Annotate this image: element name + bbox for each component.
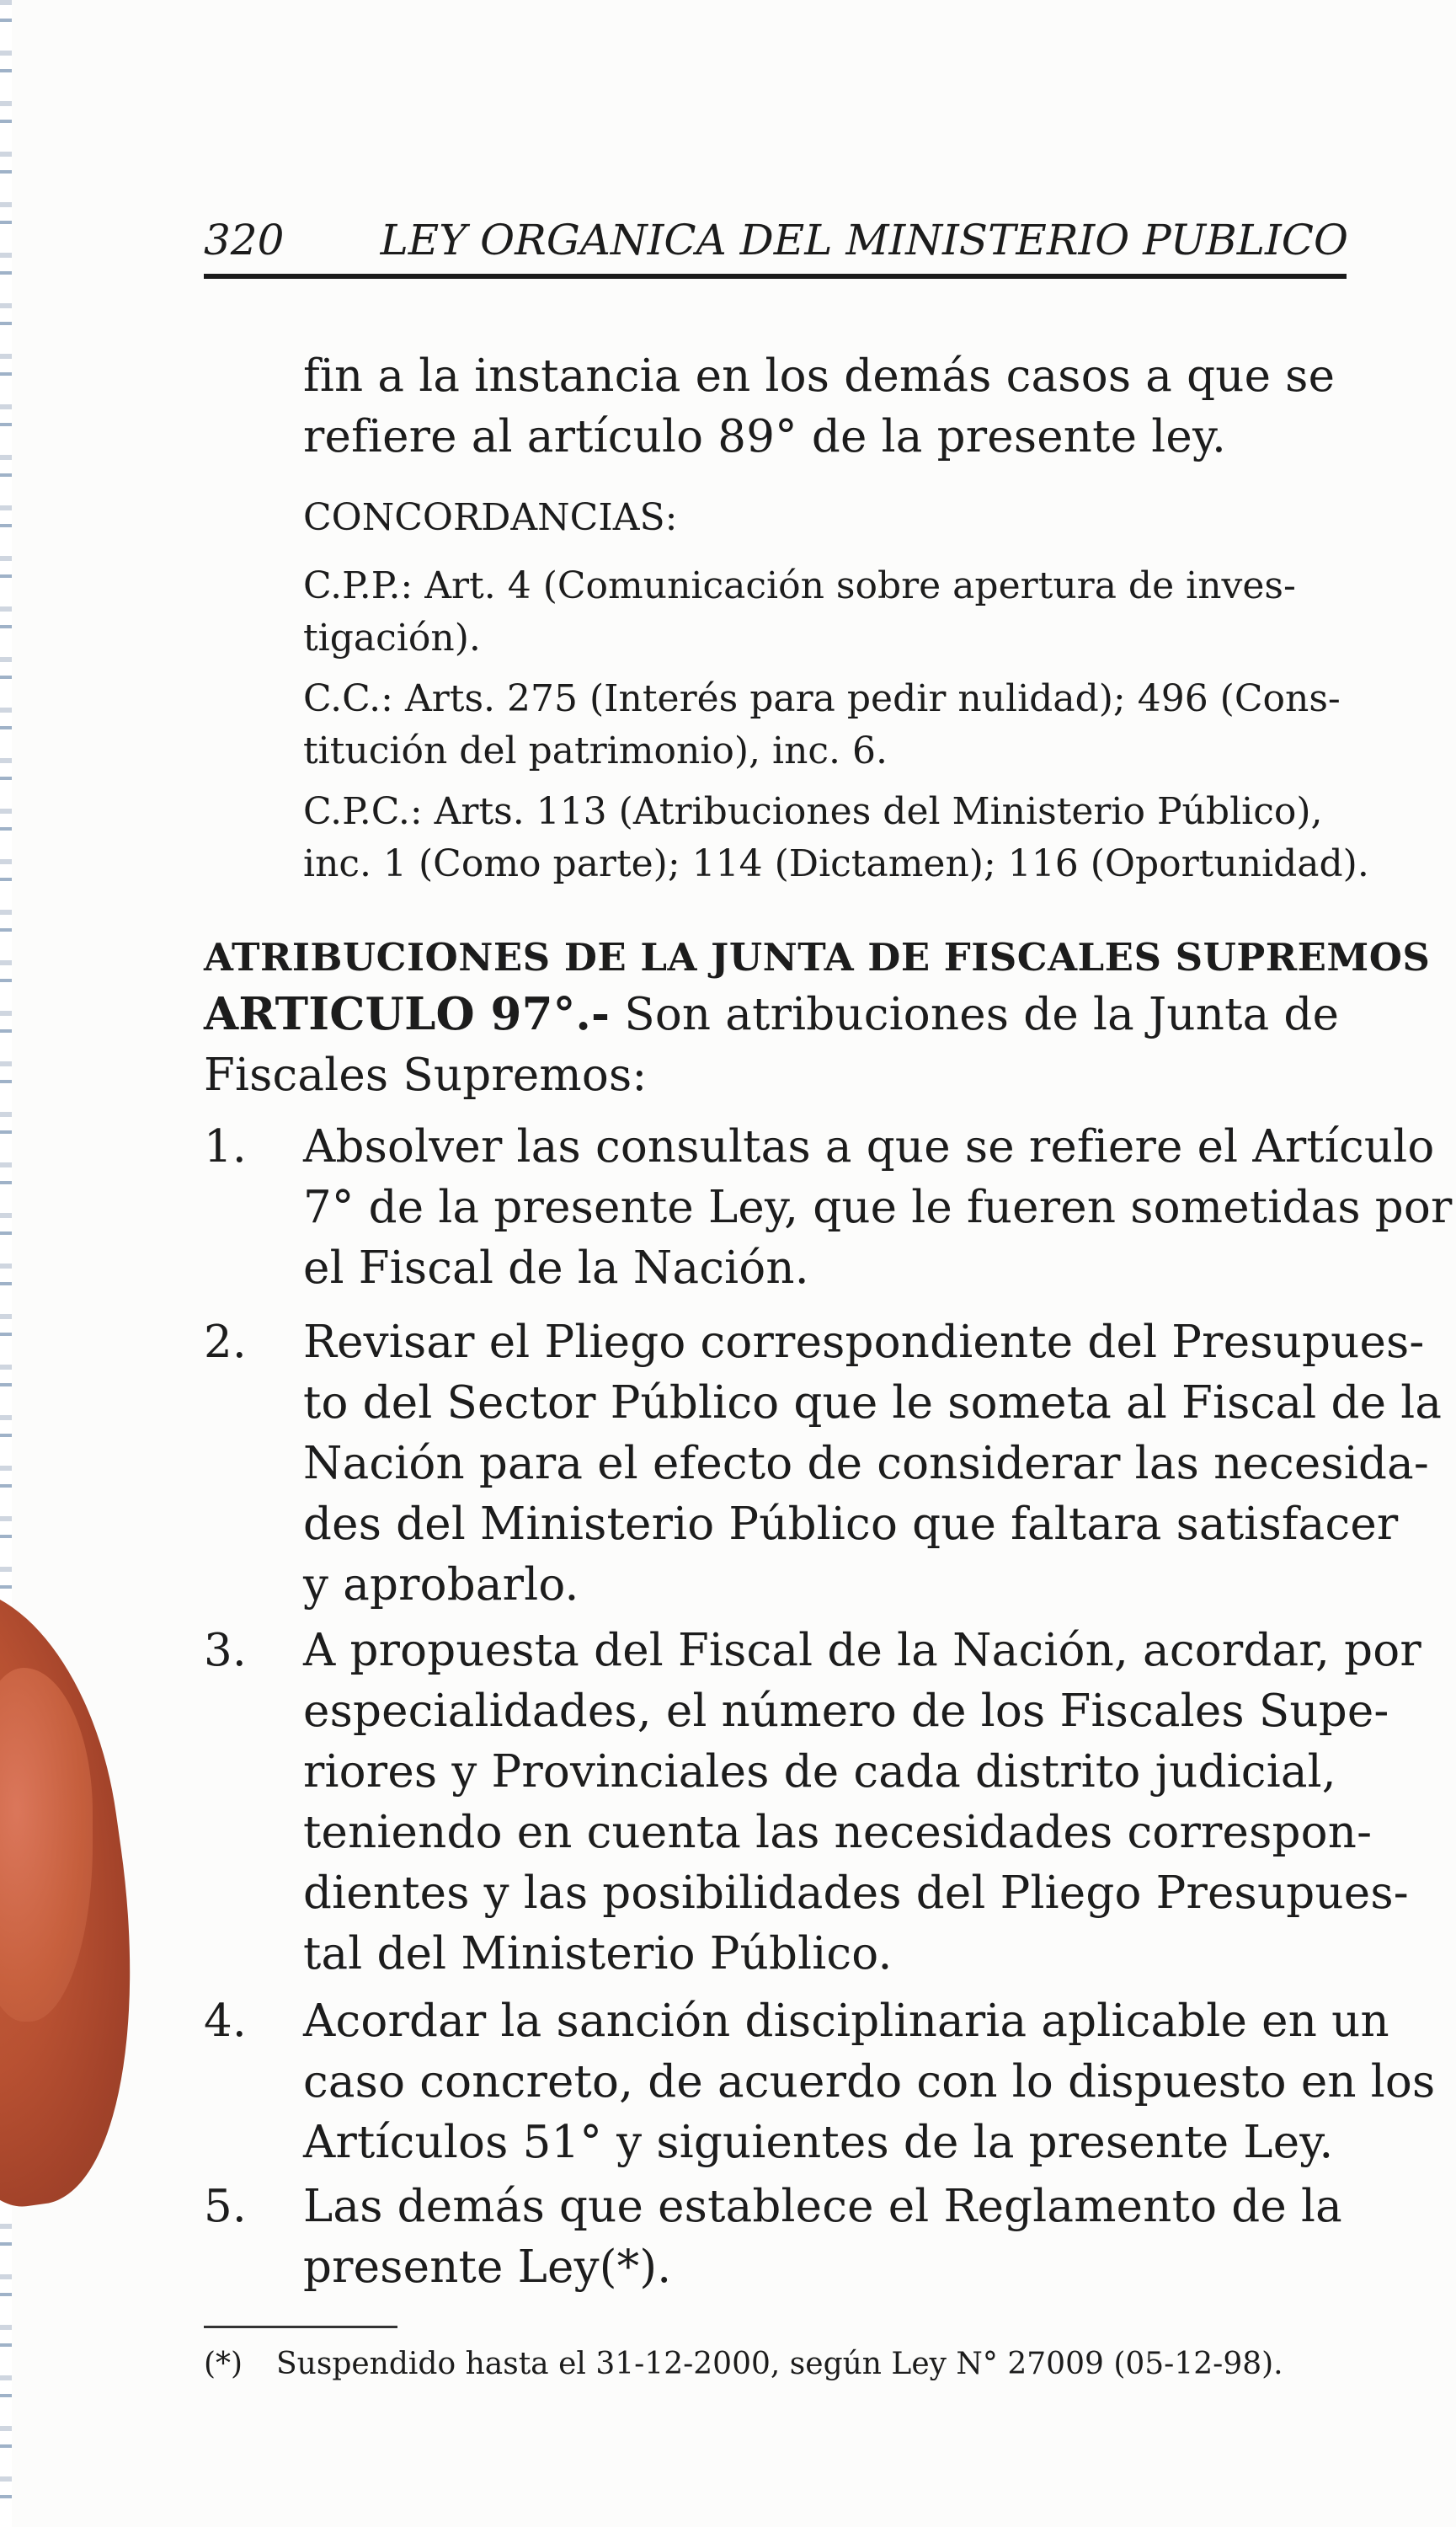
item-line: to del Sector Público que le someta al Fiscal de la (303, 1377, 1443, 1429)
concordancia-line: C.P.C.: Arts. 113 (Atribuciones del Ministerio Público), (303, 790, 1323, 833)
header-rule (204, 274, 1347, 279)
running-title: LEY ORGANICA DEL MINISTERIO PUBLICO (380, 216, 1348, 264)
item-line: tal del Ministerio Público. (303, 1928, 893, 1979)
item-line: Nación para el efecto de considerar las necesida- (303, 1438, 1429, 1489)
concordancia-line: inc. 1 (Como parte); 114 (Dictamen); 116 (Oportunidad). (303, 842, 1369, 885)
item-line: 7° de la presente Ley, que le fueren sometidas por (303, 1182, 1453, 1233)
article-lead-text: Son atribuciones de la Junta de (610, 989, 1340, 1040)
concordancia-line: C.C.: Arts. 275 (Interés para pedir nulidad); 496 (Cons- (303, 677, 1341, 720)
item-line: presente Ley(*). (303, 2241, 672, 2293)
footnote-text: Suspendido hasta el 31-12-2000, según Ley N° 27009 (05-12-98). (276, 2347, 1283, 2381)
item-line: dientes y las posibilidades del Pliego Presupues- (303, 1867, 1409, 1919)
intro-line: fin a la instancia en los demás casos a que se (303, 350, 1336, 402)
item-line: el Fiscal de la Nación. (303, 1242, 809, 1294)
item-line: des del Ministerio Público que faltara satisfacer (303, 1499, 1399, 1550)
item-number: 1. (204, 1121, 247, 1173)
item-line: teniendo en cuenta las necesidades correspon- (303, 1807, 1373, 1858)
item-line: caso concreto, de acuerdo con lo dispuesto en los (303, 2056, 1436, 2108)
footnote-marker: (*) (204, 2347, 243, 2381)
page-number: 320 (204, 216, 285, 264)
item-line: especialidades, el número de los Fiscales Supe- (303, 1686, 1389, 1737)
section-heading: ATRIBUCIONES DE LA JUNTA DE FISCALES SUPREMOS (204, 935, 1431, 980)
concordancias-title: CONCORDANCIAS: (303, 496, 678, 539)
item-line: A propuesta del Fiscal de la Nación, acordar, por (303, 1625, 1421, 1676)
item-line: Acordar la sanción disciplinaria aplicable en un (303, 1995, 1389, 2047)
intro-line: refiere al artículo 89° de la presente ley. (303, 411, 1227, 462)
item-line: y aprobarlo. (303, 1559, 579, 1611)
concordancia-line: titución del patrimonio), inc. 6. (303, 729, 888, 772)
item-line: Las demás que establece el Reglamento de la (303, 2181, 1342, 2232)
footnote-rule (204, 2326, 397, 2328)
item-number: 5. (204, 2181, 247, 2232)
article-lead-line: Fiscales Supremos: (204, 1050, 648, 1101)
article-label: ARTICULO 97°.- (204, 988, 611, 1040)
item-line: riores y Provinciales de cada distrito judicial, (303, 1746, 1336, 1798)
article-lead (204, 988, 1340, 1040)
item-number: 3. (204, 1625, 247, 1676)
concordancia-line: tigación). (303, 617, 481, 660)
item-line: Revisar el Pliego correspondiente del Presupues- (303, 1317, 1425, 1368)
item-line: Artículos 51° y siguientes de la presente Ley. (303, 2117, 1334, 2168)
item-number: 2. (204, 1317, 247, 1368)
concordancia-line: C.P.P.: Art. 4 (Comunicación sobre apertura de inves- (303, 564, 1296, 607)
item-number: 4. (204, 1995, 247, 2047)
item-line: Absolver las consultas a que se refiere el Artículo (303, 1121, 1435, 1173)
